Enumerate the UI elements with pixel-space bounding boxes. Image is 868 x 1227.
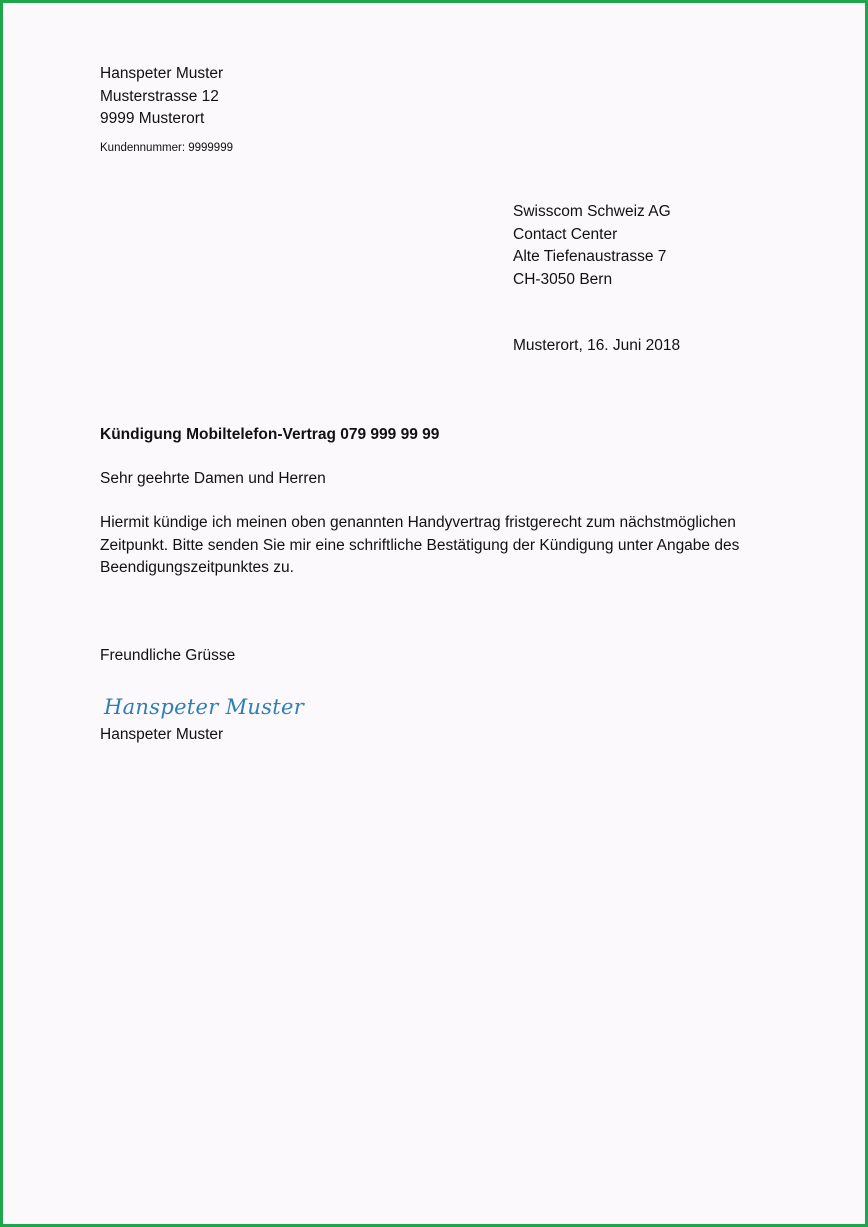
sender-city: 9999 Musterort	[100, 110, 205, 127]
closing-phrase: Freundliche Grüsse	[100, 647, 236, 664]
body-line: Zeitpunkt. Bitte senden Sie mir eine schriftliche Bestätigung der Kündigung unter Angabe des	[100, 536, 740, 554]
recipient-company: Swisscom Schweiz AG	[513, 203, 671, 220]
signature-text: Hanspeter Muster	[104, 695, 305, 719]
sender-street: Musterstrasse 12	[100, 87, 219, 105]
body-line: Hiermit kündige ich meinen oben genannten Handyvertrag fristgerecht zum nächstmöglichen	[100, 514, 736, 531]
letter-date: Musterort, 16. Juni 2018	[513, 337, 681, 354]
customer-number: Kundennummer: 9999999	[100, 142, 233, 154]
body-line: Beendigungszeitpunktes zu.	[100, 559, 294, 576]
signer-name: Hanspeter Muster	[100, 726, 224, 743]
recipient-street: Alte Tiefenaustrasse 7	[513, 248, 667, 265]
recipient-city: CH-3050 Bern	[513, 270, 613, 288]
sender-address	[100, 63, 223, 131]
letter-body	[100, 512, 739, 580]
recipient-department: Contact Center	[513, 225, 618, 243]
recipient-address	[513, 201, 671, 291]
signature-graphic	[102, 689, 322, 725]
salutation: Sehr geehrte Damen und Herren	[100, 470, 326, 487]
handwritten-signature	[102, 689, 322, 725]
letter-subject: Kündigung Mobiltelefon-Vertrag 079 999 99 99	[100, 426, 440, 443]
sender-name: Hanspeter Muster	[100, 65, 224, 82]
